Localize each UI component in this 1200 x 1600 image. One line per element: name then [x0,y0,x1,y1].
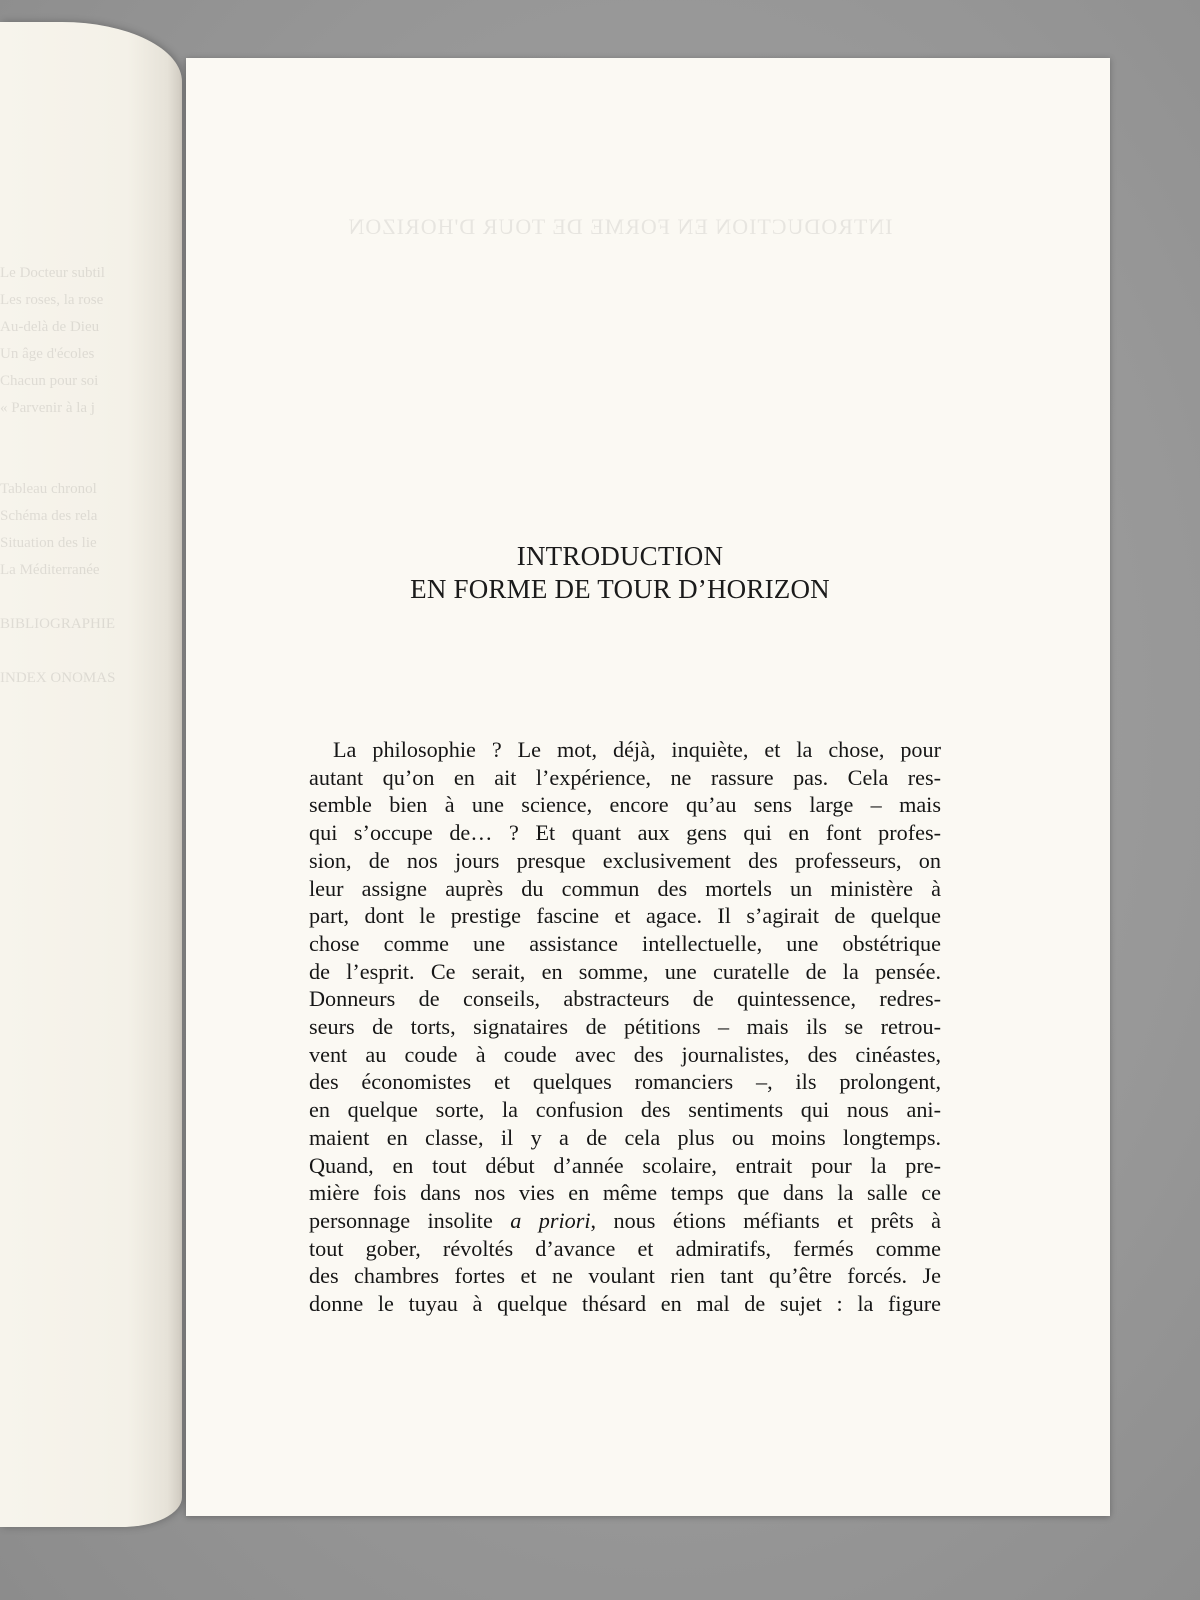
text-line: qui s’occupe de… ? Et quant aux gens qui en font profes- [309,820,941,846]
text-line: leur assigne auprès du commun des mortels un ministère à [309,875,941,901]
ghost-line: Les roses, la rose [0,292,104,308]
right-page [186,58,1110,1516]
show-through-reverse-text [304,213,936,257]
ghost-line: INDEX ONOMAS [0,670,116,686]
ghost-line: Un âge d'écoles [0,346,95,362]
text-line: de l’esprit. Ce serait, en somme, une curatelle de la pensée. [309,958,941,984]
ghost-line: La Méditerranée [0,562,100,578]
text-line: donne le tuyau à quelque thésard en mal de sujet : la figure [309,1291,941,1317]
text-line: des économistes et quelques romanciers –, ils prolongent, [309,1069,941,1095]
left-page [0,22,182,1527]
ghost-line: Au-delà de Dieu [0,319,100,335]
chapter-title [304,540,936,606]
ghost-line: « Parvenir à la j [0,400,95,416]
chapter-title-line-1: INTRODUCTION [516,541,724,571]
text-line: La philosophie ? Le mot, déjà, inquiète, et la chose, pour [333,737,941,762]
text-line: autant qu’on en ait l’expérience, ne rassure pas. Cela res- [309,764,941,790]
ghost-line [0,422,170,449]
ghost-line [0,449,170,476]
text-line: des chambres fortes et ne voulant rien tant qu’être forcés. Je [309,1263,941,1289]
text-line: vent au coude à coude avec des journalistes, des cinéastes, [309,1041,941,1067]
text-line: part, dont le prestige fascine et agace. Il s’agirait de quelque [309,903,941,929]
text-line: semble bien à une science, encore qu’au sens large – mais [309,792,941,818]
text-line: sion, de nos jours presque exclusivement des professeurs, on [309,847,941,873]
text-line: Quand, en tout début d’année scolaire, entrait pour la pre- [309,1152,941,1178]
text-line: maient en classe, il y a de cela plus ou moins longtemps. [309,1124,941,1150]
ghost-line: Situation des lie [0,535,97,551]
ghost-running-head: INTRODUCTION EN FORME DE TOUR D'HORIZON [347,214,893,239]
body-paragraph [309,736,941,1318]
text-fragment: , nous étions méfiants et prêts à [590,1207,941,1233]
text-line: mière fois dans nos vies en même temps que dans la salle ce [309,1180,941,1206]
ghost-line: BIBLIOGRAPHIE [0,616,115,632]
text-line-italic-phrase [309,1207,941,1235]
ghost-line: Le Docteur subtil [0,265,105,281]
ghost-line [0,584,170,611]
text-fragment: personnage insolite [309,1207,511,1233]
chapter-title-line-2: EN FORME DE TOUR D’HORIZON [410,574,830,604]
left-page-show-through-text [0,260,170,692]
text-line: en quelque sorte, la confusion des sentiments qui nous ani- [309,1097,941,1123]
text-line: tout gober, révoltés d’avance et admiratifs, fermés comme [309,1235,941,1261]
italic-phrase: a priori [510,1207,591,1233]
ghost-line [0,638,170,665]
text-line: seurs de torts, signataires de pétitions – mais ils se retrou- [309,1014,941,1040]
ghost-line: Tableau chronol [0,481,97,497]
ghost-line: Chacun pour soi [0,373,99,389]
text-line: chose comme une assistance intellectuelle, une obstétrique [309,930,941,956]
ghost-line: Schéma des rela [0,508,98,524]
text-line: Donneurs de conseils, abstracteurs de quintessence, redres- [309,986,941,1012]
